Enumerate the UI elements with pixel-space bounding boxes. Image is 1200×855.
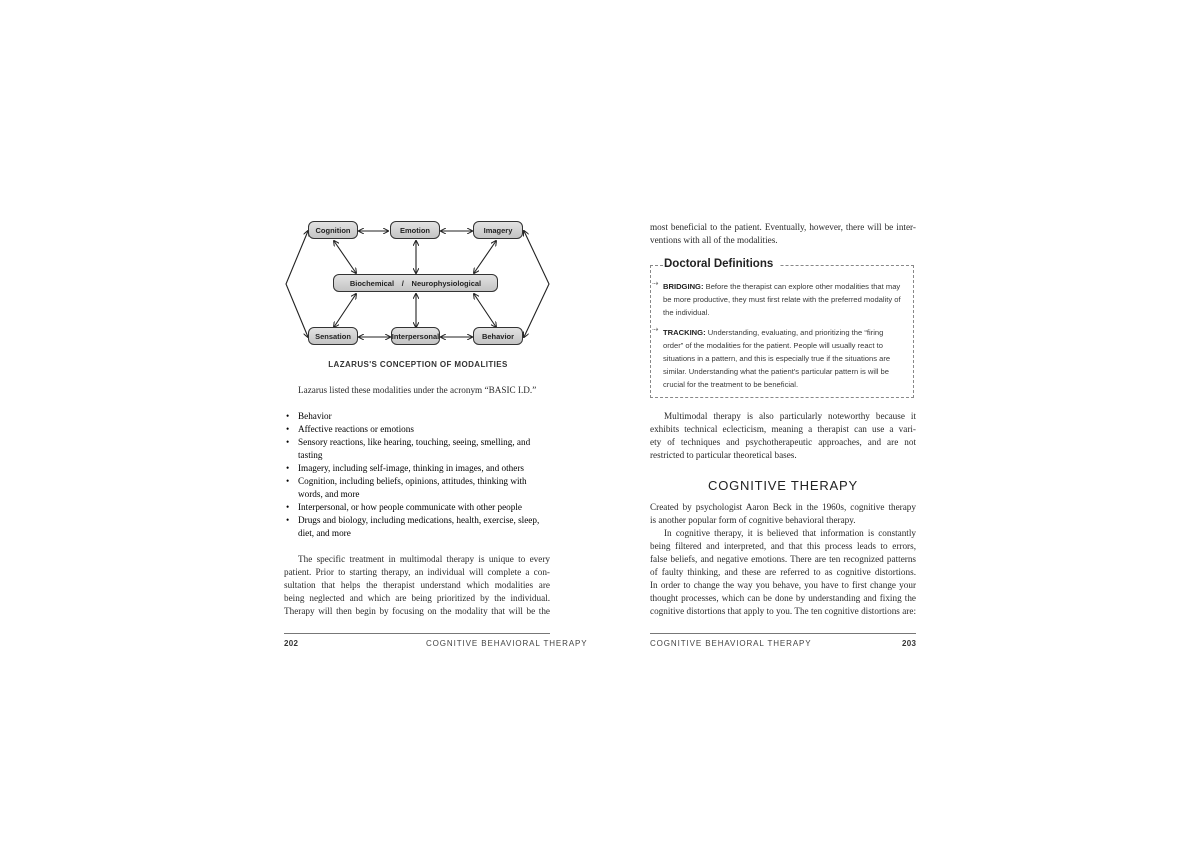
definition-text: Understanding, evaluating, and prioritizing the “firing order” of the modalities for the patient. People will usually react to situations in a pattern, and this is especially true if the situations are similar. Understanding what the patient's particular pattern is will be crucial for the treatment to be beneficial. (663, 328, 891, 389)
paragraph-line: Created by psychologist Aaron Beck in the 1960s, cognitive therapy (650, 502, 916, 512)
paragraph-line: Multimodal therapy is also particularly noteworthy because it (664, 411, 916, 421)
definition-term: BRIDGING: (663, 282, 704, 291)
eclecticism-paragraph (650, 410, 916, 462)
definition-bridging (663, 280, 905, 319)
paragraph-line: is another popular form of cognitive behavioral therapy. (650, 515, 856, 525)
paragraph-line: most beneficial to the patient. Eventually, however, there will be inter- (650, 222, 916, 232)
intro-text: Lazarus listed these modalities under the acronym “BASIC I.D.” (298, 385, 537, 395)
modalities-list (284, 410, 552, 540)
paragraph-line: ventions with all of the modalities. (650, 235, 778, 245)
footer-rule-left (284, 633, 550, 634)
node-cognition: Cognition (308, 221, 358, 239)
continued-paragraph (650, 221, 916, 247)
arrow-icon: ⇢ (652, 279, 659, 288)
footer-rule-right (650, 633, 916, 634)
list-item: • Drugs and biology, including medications, health, exercise, sleep, diet, and more (284, 514, 552, 540)
paragraph-line: In cognitive therapy, it is believed that information is constantly (664, 528, 916, 538)
cognitive-therapy-paragraph-2 (650, 527, 916, 618)
node-slash: / (401, 278, 404, 288)
definition-term: TRACKING: (663, 328, 706, 337)
node-emotion: Emotion (390, 221, 440, 239)
page-number-right: 203 (902, 639, 917, 648)
list-item: • Sensory reactions, like hearing, touching, seeing, smelling, and tasting (284, 436, 552, 462)
list-item: • Imagery, including self-image, thinking in images, and others (284, 462, 552, 475)
paragraph-line: thought processes, which can be done by understanding and fixing the (650, 593, 916, 603)
node-imagery: Imagery (473, 221, 523, 239)
list-item: • Interpersonal, or how people communicate with other people (284, 501, 552, 514)
paragraph-line: The specific treatment in multimodal therapy is unique to every (298, 554, 550, 564)
node-sensation: Sensation (308, 327, 358, 345)
paragraph-line: being filtered and interpreted, and that this process leads to errors, (650, 541, 916, 551)
paragraph-line: sultation that helps the therapist understand which modalities are (284, 580, 550, 590)
list-item: • Cognition, including beliefs, opinions, attitudes, thinking with words, and more (284, 475, 552, 501)
running-head-right: COGNITIVE BEHAVIORAL THERAPY (650, 639, 812, 648)
multimodal-treatment-paragraph (284, 553, 550, 618)
node-neurophysiological-label: Neurophysiological (411, 278, 482, 288)
paragraph-line: In order to change the way you behave, you have to first change your (650, 580, 916, 590)
page-number-left: 202 (284, 639, 299, 648)
node-behavior: Behavior (473, 327, 523, 345)
node-interpersonal: Interpersonal (391, 327, 440, 345)
paragraph-line: restricted to particular theoretical bases. (650, 450, 797, 460)
section-heading: COGNITIVE THERAPY (708, 478, 858, 493)
paragraph-line: of faulty thinking, and these are referred to as cognitive distortions. (650, 567, 916, 577)
modalities-diagram (284, 215, 552, 355)
list-item: • Affective reactions or emotions (284, 423, 552, 436)
definition-text: Before the therapist can explore other modalities that may be more productive, they must first relate with the preferred modality of the individual. (663, 282, 901, 317)
paragraph-line: Therapy will then begin by focusing on the modality that will be the (284, 606, 550, 616)
definitions-title: Doctoral Definitions (664, 258, 779, 270)
paragraph-line: false beliefs, and negative emotions. There are ten recognized patterns (650, 554, 916, 564)
diagram-caption: LAZARUS'S CONCEPTION OF MODALITIES (328, 360, 508, 369)
list-item: • Behavior (284, 410, 552, 423)
paragraph-line: cognitive distortions that apply to you. The ten cognitive distortions are: (650, 606, 916, 616)
paragraph-line: being neglected and which are being prioritized by the individual. (284, 593, 550, 603)
node-biochemical-label: Biochemical (349, 278, 395, 288)
paragraph-line: exhibits technical eclecticism, meaning a therapist can use a vari- (650, 424, 916, 434)
cognitive-therapy-paragraph-1 (650, 501, 916, 527)
running-head-left: COGNITIVE BEHAVIORAL THERAPY (426, 639, 588, 648)
arrow-icon: ⇢ (652, 325, 659, 334)
paragraph-line: ety of techniques and psychotherapeutic approaches, and are not (650, 437, 916, 447)
definition-tracking (663, 326, 905, 391)
paragraph-line: patient. Prior to starting therapy, an individual will complete a con- (284, 567, 550, 577)
node-biochemical-neurophysiological (333, 274, 498, 292)
